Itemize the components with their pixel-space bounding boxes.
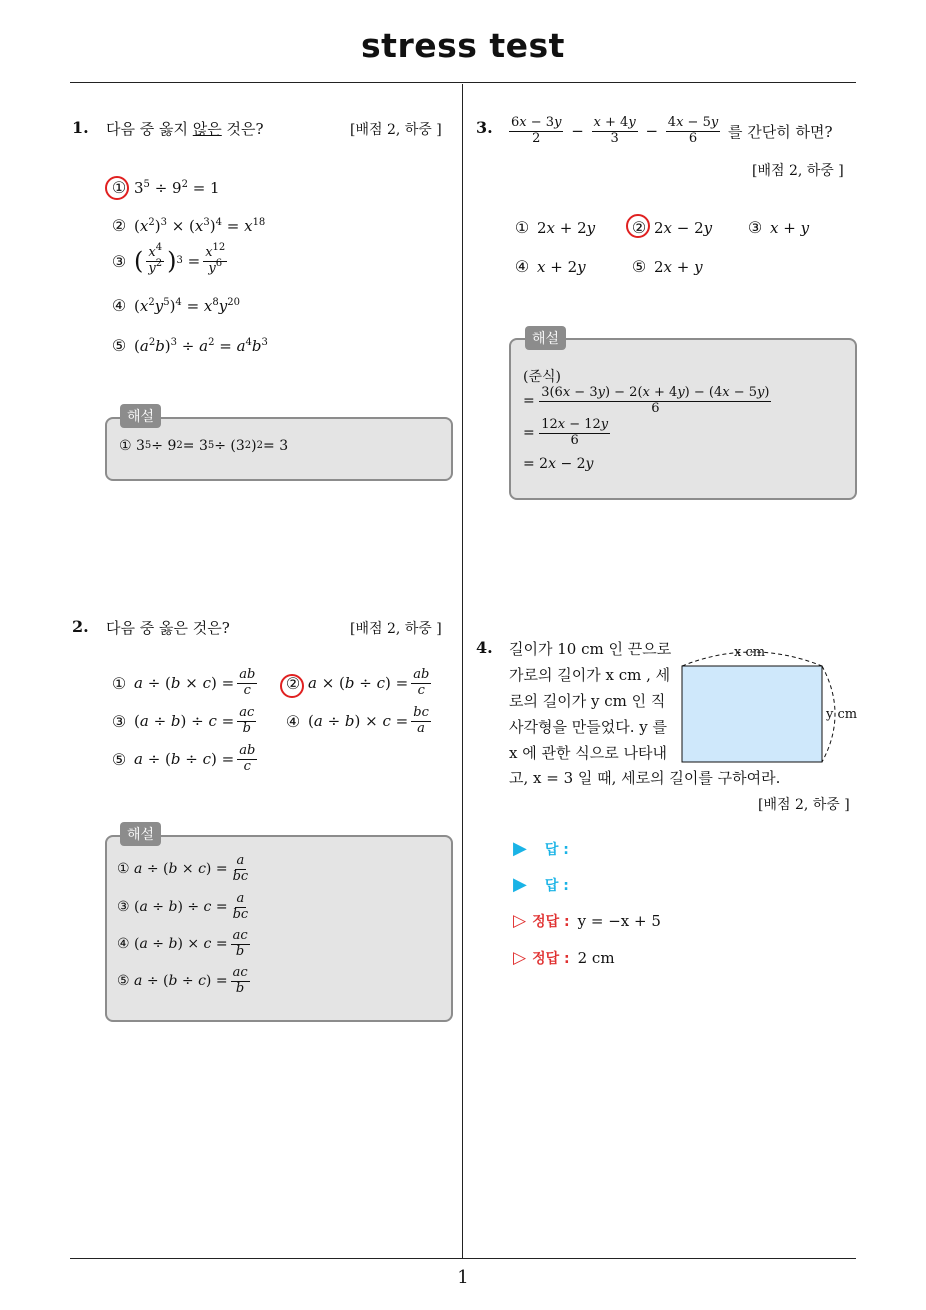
- q2-choice-3[interactable]: ③ (a ÷ b) ÷ c = $\frac{ac}{b}$: [111, 705, 255, 736]
- q3-hint-tag: 해설: [525, 326, 566, 350]
- q4-line-5: x 에 관한 식으로 나타내: [509, 744, 667, 762]
- q2-number: 2.: [72, 617, 89, 636]
- q2-choice-2[interactable]: ② a × (b ÷ c) = $\frac{ab}{c}$: [285, 667, 430, 698]
- q4-rectangle: [682, 666, 822, 762]
- column-divider: [462, 84, 463, 1259]
- q4-line-2: 가로의 길이가 x cm , 세: [509, 666, 671, 684]
- q1-choice-5[interactable]: ⑤ $(a^2b)^3 \div a^2 = a^4b^3$: [111, 336, 268, 355]
- q2-hint-line-4: ⑤ a ÷ ( b ÷ c ) = $\frac{ac}{b}$: [117, 965, 248, 996]
- q1-hint-tag: 해설: [120, 404, 161, 428]
- q4-side-label: y cm: [826, 707, 858, 722]
- q2-choice-5[interactable]: ⑤ a ÷ (b ÷ c) = $\frac{ab}{c}$: [111, 743, 256, 774]
- q2-text: 다음 중 옳은 것은?: [106, 619, 230, 637]
- q4-top-label: x cm: [734, 645, 766, 660]
- q1-choice-3[interactable]: ③ ( $\frac{x^4}{y^2}$ ) 3 = $\frac{x^{12}}{y^6}$: [111, 242, 226, 276]
- q1-choice-2[interactable]: ② $(x^2)^3 \times (x^3)^4 = x^{18}$: [111, 216, 266, 235]
- q2-hint-tag: 해설: [120, 822, 161, 846]
- q3-score: [배점 2, 하중 ]: [752, 163, 844, 179]
- page-title: stress test: [361, 26, 565, 65]
- q3-choice-4[interactable]: ④ x + 2y: [514, 257, 586, 276]
- q1-hint-line: ① 3 5 ÷ 9 2 = 3 5 ÷ (3 2 ) 2 = 3: [119, 438, 289, 454]
- q4-answer-2[interactable]: ▶ 답 :: [513, 874, 569, 895]
- q3-choice-5[interactable]: ⑤ 2x + y: [631, 257, 703, 276]
- q3-text: $\frac{6x - 3y}{2}$ − $\frac{x + 4y}{3}$ − $\frac{4x - 5y}{6}$ 를 간단히 하면?: [511, 115, 833, 146]
- page-number: 1: [457, 1267, 469, 1288]
- q4-correct-answer-2: ▷ 정답 : 2 cm: [513, 948, 615, 968]
- q2-choice-4[interactable]: ④ (a ÷ b) × c = $\frac{bc}{a}$: [285, 705, 429, 736]
- q4-score: [배점 2, 하중 ]: [758, 797, 850, 813]
- q3-hint-line-4: = 2 x − 2 y: [523, 456, 594, 472]
- q2-hint-line-3: ④ ( a ÷ b ) × c = $\frac{ac}{b}$: [117, 928, 248, 959]
- q3-choice-3[interactable]: ③ x + y: [747, 218, 810, 237]
- q3-choice-2[interactable]: ② 2x − 2y: [631, 218, 713, 237]
- top-rule: [70, 82, 856, 83]
- q3-hint-line-1: (준식): [523, 369, 561, 385]
- q4-answer-1[interactable]: ▶ 답 :: [513, 838, 569, 859]
- q4-line-3: 로의 길이가 y cm 인 직: [509, 692, 666, 710]
- q4-line-1: 길이가 10 cm 인 끈으로: [509, 640, 672, 658]
- q4-correct-answer-1: ▷ 정답 : y = −x + 5: [513, 911, 661, 931]
- q2-choice-1[interactable]: ① a ÷ (b × c) = $\frac{ab}{c}$: [111, 667, 256, 698]
- q1-text: 다음 중 옳지 않은 것은?: [106, 120, 264, 138]
- q1-score: [배점 2, 하중 ]: [350, 122, 442, 138]
- q1-choice-4[interactable]: ④ $(x^2y^5)^4 = x^8y^{20}$: [111, 296, 240, 315]
- bottom-rule: [70, 1258, 856, 1259]
- q3-hint-line-2: = $\frac{3(6x - 3y) - 2(x + 4y) - (4x - 5y)}{6}$: [523, 385, 770, 416]
- q2-hint-line-2: ③ ( a ÷ b ) ÷ c = $\frac{a}{bc}$: [117, 891, 249, 922]
- q3-hint-line-3: = $\frac{12x - 12y}{6}$: [523, 417, 609, 448]
- q3-number: 3.: [476, 118, 493, 137]
- q4-number: 4.: [476, 638, 493, 657]
- q3-choice-1[interactable]: ① 2x + 2y: [514, 218, 596, 237]
- q1-number: 1.: [72, 118, 89, 137]
- q4-line-6: 고, x = 3 일 때, 세로의 길이를 구하여라.: [509, 769, 781, 787]
- q2-score: [배점 2, 하중 ]: [350, 621, 442, 637]
- q2-hint-line-1: ① a ÷ ( b × c ) = $\frac{a}{bc}$: [117, 853, 249, 884]
- q4-line-4: 사각형을 만들었다. y 를: [509, 718, 667, 736]
- q4-rectangle-figure: [672, 640, 862, 768]
- q1-choice-1[interactable]: ① $3^5 \div 9^2 = 1$: [111, 178, 220, 197]
